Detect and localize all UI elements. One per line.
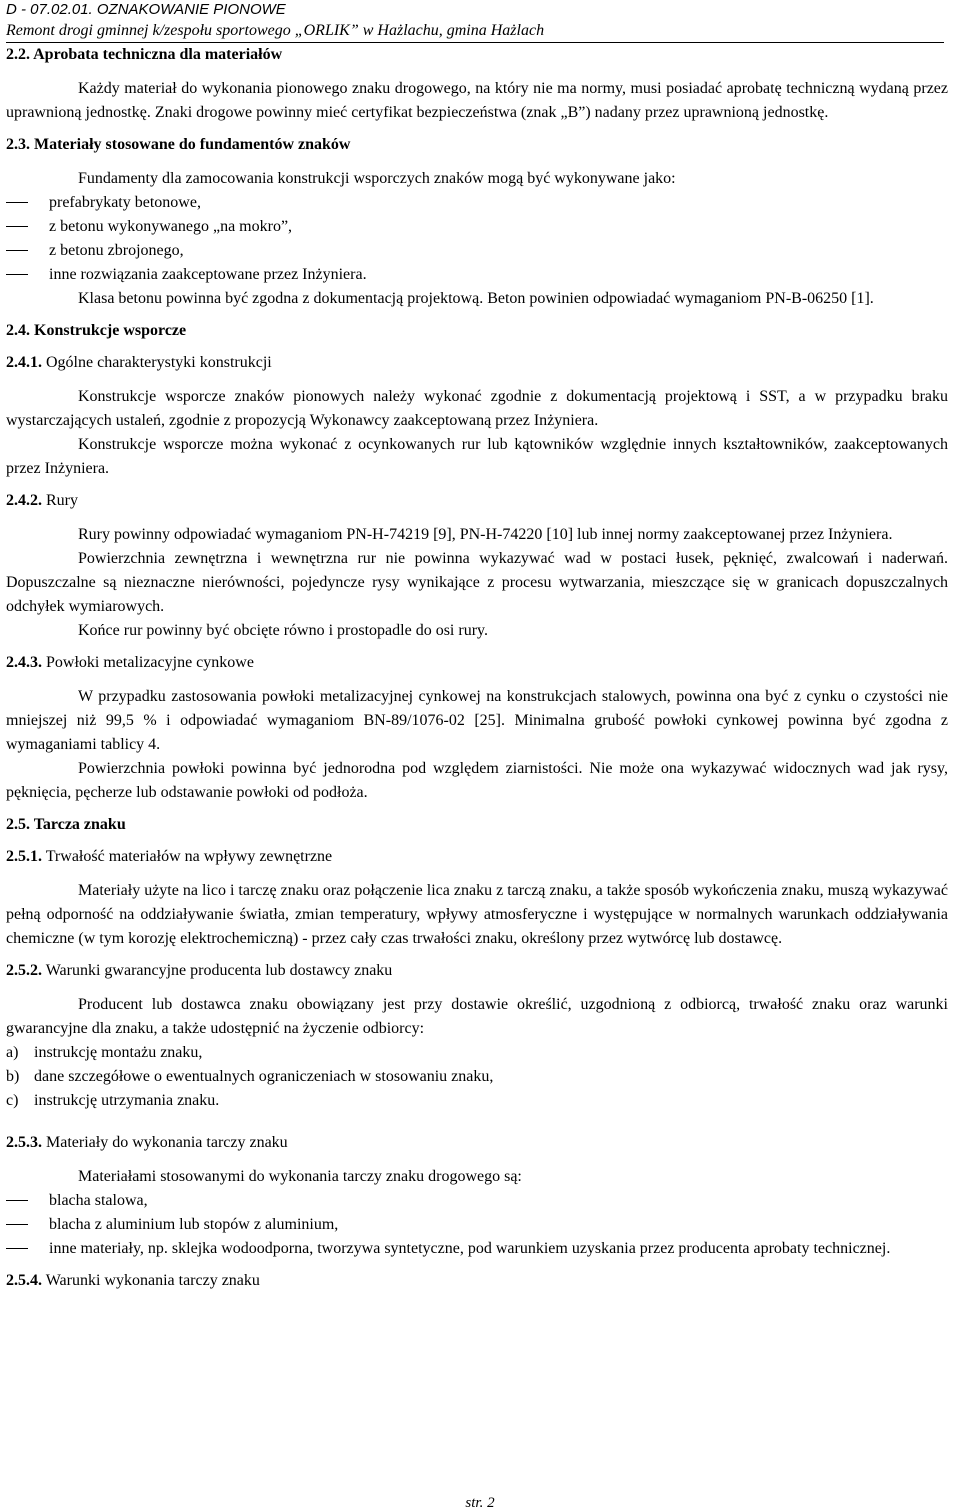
section-2-5-3-heading xyxy=(6,1131,948,1155)
section-2-4-3-paragraph-2: Powierzchnia powłoki powinna być jednorodna pod względem ziarnistości. Nie może ona wykazywać widocznych wad jak rysy, pęknięcia, pęcherze lub odstawanie powłoki od podłoża. xyxy=(6,760,948,801)
list-text: instrukcję montażu znaku, xyxy=(34,1044,203,1061)
list-marker: a) xyxy=(6,1044,19,1061)
list-item: inne rozwiązania zaakceptowane przez Inżyniera. xyxy=(6,263,948,287)
section-title: Rury xyxy=(46,492,78,509)
section-2-4-3-heading xyxy=(6,651,948,675)
header-line-2: Remont drogi gminnej k/zespołu sportowego „ORLIK” w Hażlachu, gmina Hażlach xyxy=(6,22,545,39)
section-2-4-2-paragraph-3: Końce rur powinny być obcięte równo i prostopadle do osi rury. xyxy=(78,622,488,639)
section-2-3-heading: 2.3. Materiały stosowane do fundamentów znaków xyxy=(6,136,351,153)
list-item: inne materiały, np. sklejka wodoodporna, tworzywa syntetyczne, pod warunkiem uzyskania przez producenta aprobaty technicznej. xyxy=(6,1237,948,1261)
section-2-3-intro: Fundamenty dla zamocowania konstrukcji wsporczych znaków mogą być wykonywane jako: xyxy=(78,170,676,187)
section-2-4-2-paragraph-1: Rury powinny odpowiadać wymaganiom PN-H-74219 [9], PN-H-74220 [10] lub innej normy zaakceptowanej przez Inżyniera. xyxy=(78,526,893,543)
document-body xyxy=(6,43,948,1293)
section-2-4-heading: 2.4. Konstrukcje wsporcze xyxy=(6,322,187,339)
list-text: instrukcję utrzymania znaku. xyxy=(34,1092,220,1109)
page-number: str. 2 xyxy=(465,1495,495,1511)
section-2-5-2-paragraph: Producent lub dostawca znaku obowiązany jest przy dostawie określić, uzgodnioną z odbiorcą, trwałość znaku oraz warunki gwarancyjne dla znaku, a także udostępnić na życzenie odbiorcy: xyxy=(6,996,948,1037)
section-2-4-1-paragraph-1: Konstrukcje wsporcze znaków pionowych należy wykonać zgodnie z dokumentacją projektową i SST, a w przypadku braku wystarczających ustaleń, zgodnie z propozycją Wykonawcy zaakceptowaną przez Inżyniera. xyxy=(6,388,948,429)
section-number: 2.5.3. xyxy=(6,1134,42,1151)
section-2-5-2-heading xyxy=(6,959,948,983)
section-2-2-heading: 2.2. Aprobata techniczna dla materiałów xyxy=(6,46,283,63)
list-item: blacha z aluminium lub stopów z aluminium, xyxy=(6,1213,948,1237)
section-title: Ogólne charakterystyki konstrukcji xyxy=(46,354,272,371)
list-item: z betonu wykonywanego „na mokro”, xyxy=(6,215,948,239)
warranty-documents-list xyxy=(6,1041,948,1113)
section-title: Materiały do wykonania tarczy znaku xyxy=(46,1134,288,1151)
list-item: z betonu zbrojonego, xyxy=(6,239,948,263)
list-marker: b) xyxy=(6,1068,20,1085)
section-2-4-1-heading xyxy=(6,351,948,375)
list-item: prefabrykaty betonowe, xyxy=(6,191,948,215)
section-number: 2.5.2. xyxy=(6,962,42,979)
section-2-2-paragraph: Każdy materiał do wykonania pionowego znaku drogowego, na który nie ma normy, musi posiadać aprobatę techniczną wydaną przez uprawnioną jednostkę. Znaki drogowe powinny mieć certyfikat bezpieczeństwa (znak „B”) nadany przez uprawnioną jednostkę. xyxy=(6,80,948,121)
section-number: 2.4.3. xyxy=(6,654,42,671)
section-2-5-heading: 2.5. Tarcza znaku xyxy=(6,816,126,833)
section-title: Powłoki metalizacyjne cynkowe xyxy=(46,654,254,671)
section-number: 2.5.1. xyxy=(6,848,42,865)
header-line-1: D - 07.02.01. OZNAKOWANIE PIONOWE xyxy=(6,1,286,18)
section-number: 2.5.4. xyxy=(6,1272,42,1289)
page-header xyxy=(6,0,946,42)
list-item: blacha stalowa, xyxy=(6,1189,948,1213)
list-item xyxy=(6,1089,948,1113)
section-title: Trwałość materiałów na wpływy zewnętrzne xyxy=(45,848,333,865)
section-title: Warunki wykonania tarczy znaku xyxy=(45,1272,260,1289)
section-2-3-paragraph: Klasa betonu powinna być zgodna z dokumentacją projektową. Beton powinien odpowiadać wymaganiom PN-B-06250 [1]. xyxy=(78,290,874,307)
list-marker: c) xyxy=(6,1092,19,1109)
section-number: 2.4.1. xyxy=(6,354,42,371)
list-text: dane szczegółowe o ewentualnych ograniczeniach w stosowaniu znaku, xyxy=(34,1068,494,1085)
section-2-4-1-paragraph-2: Konstrukcje wsporcze można wykonać z ocynkowanych rur lub kątowników względnie innych kształtowników, zaakceptowanych przez Inżyniera. xyxy=(6,436,948,477)
sign-plate-materials-list xyxy=(6,1189,948,1261)
section-2-4-3-paragraph-1: W przypadku zastosowania powłoki metalizacyjnej cynkowej na konstrukcjach stalowych, powinna ona być z cynku o czystości nie mniejszej niż 99,5 % i odpowiadać wymaganiom BN-89/1076-02 [25]. Minimalna grubość powłoki cynkowej powinna być zgodna z wymaganiami tablicy 4. xyxy=(6,688,948,753)
section-2-4-2-paragraph-2: Powierzchnia zewnętrzna i wewnętrzna rur nie powinna wykazywać wad w postaci łusek, pęknięć, zwalcowań i naderwań. Dopuszczalne są nieznaczne nierówności, pojedyncze rysy wynikające z procesu wytwarzania, mieszczące się w granicach dopuszczalnych odchyłek wymiarowych. xyxy=(6,550,948,615)
foundation-types-list xyxy=(6,191,948,287)
list-item xyxy=(6,1065,948,1089)
section-2-5-4-heading xyxy=(6,1269,948,1293)
section-number: 2.4.2. xyxy=(6,492,42,509)
section-2-4-2-heading xyxy=(6,489,948,513)
section-2-5-1-heading xyxy=(6,845,948,869)
list-item xyxy=(6,1041,948,1065)
section-2-5-3-paragraph: Materiałami stosowanymi do wykonania tarczy znaku drogowego są: xyxy=(78,1168,522,1185)
section-title: Warunki gwarancyjne producenta lub dostawcy znaku xyxy=(45,962,393,979)
section-2-5-1-paragraph: Materiały użyte na lico i tarczę znaku oraz połączenie lica znaku z tarczą znaku, a także sposób wykończenia znaku, muszą wykazywać pełną odporność na oddziaływanie światła, zmian temperatury, wpływy atmosferyczne i występujące w normalnych warunkach oddziaływania chemiczne (w tym korozję elektrochemiczną) - przez cały czas trwałości znaku, określony przez wytwórcę lub dostawcę. xyxy=(6,882,948,947)
